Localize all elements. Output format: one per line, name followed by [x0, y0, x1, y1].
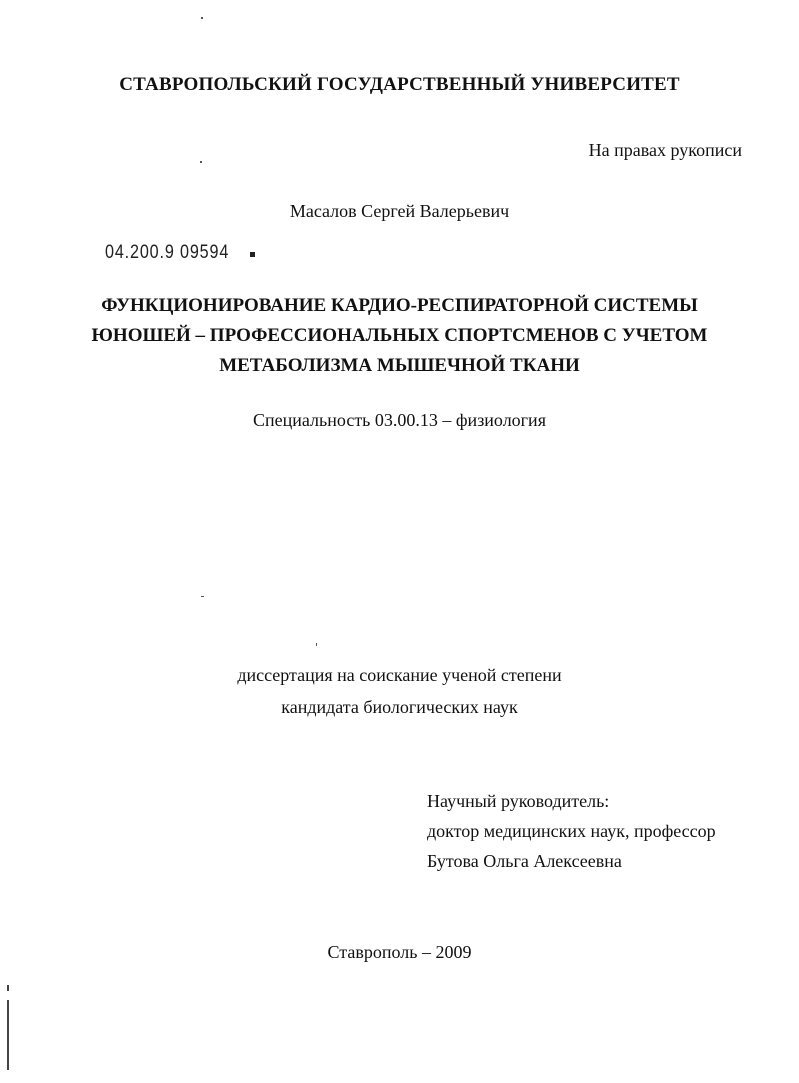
scan-edge-mark [7, 985, 9, 991]
university-name: СТАВРОПОЛЬСКИЙ ГОСУДАРСТВЕННЫЙ УНИВЕРСИТЕТ [119, 74, 680, 95]
degree-line: кандидата биологических наук [281, 697, 518, 717]
title-line: ФУНКЦИОНИРОВАНИЕ КАРДИО-РЕСПИРАТОРНОЙ СИСТЕМЫ [101, 295, 698, 316]
library-stamp-number: 04.200.9 09594 [105, 242, 230, 263]
dissertation-title [0, 291, 799, 381]
supervisor-name: Бутова Ольга Алексеевна [427, 851, 622, 871]
author-name: Масалов Сергей Валерьевич [289, 201, 510, 221]
city-year: Ставрополь – 2009 [327, 942, 472, 962]
specialty-line: Специальность 03.00.13 – физиология [253, 410, 546, 430]
stamp-dot-mark [250, 252, 255, 257]
supervisor-heading: Научный руководитель: [427, 791, 610, 811]
degree-line: диссертация на соискание ученой степени [237, 665, 562, 685]
title-line: ЮНОШЕЙ – ПРОФЕССИОНАЛЬНЫХ СПОРТСМЕНОВ С УЧЕТОМ [91, 325, 708, 346]
title-line: МЕТАБОЛИЗМА МЫШЕЧНОЙ ТКАНИ [219, 355, 580, 376]
scan-speck [201, 17, 203, 19]
supervisor-degree: доктор медицинских наук, профессор [427, 821, 716, 841]
manuscript-note: На правах рукописи [588, 140, 742, 160]
scan-speck [200, 161, 202, 163]
degree-statement [0, 659, 799, 723]
scan-edge-mark [7, 1000, 9, 1070]
supervisor-block [427, 786, 716, 876]
scan-speck [201, 596, 204, 597]
scan-speck [316, 643, 317, 646]
